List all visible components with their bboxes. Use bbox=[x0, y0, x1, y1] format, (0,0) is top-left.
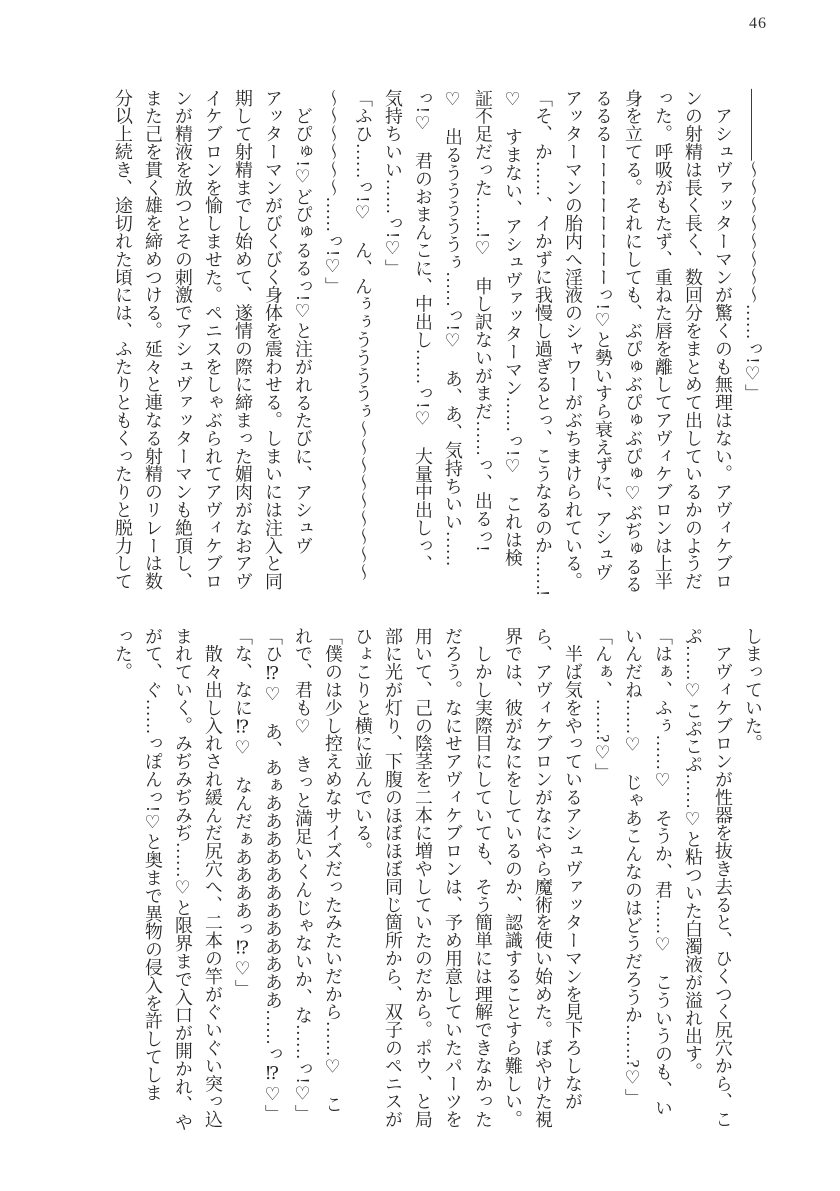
text-line: 「ひ⁉♡ あ、あぁああああああああああああ……っ⁉♡」 bbox=[263, 627, 283, 1123]
text-line: った。 bbox=[113, 627, 133, 681]
text-line: どぴゅ!♡どぴゅるるっ!♡と注がれるたびに、アシュヴ bbox=[293, 89, 313, 555]
text-line: 界では、彼がなにをしているのか、認識することすら難しい。 bbox=[503, 627, 523, 1129]
text-line: った。呼吸がもたず、重ねた唇を離してアヴィケブロンは上半 bbox=[653, 89, 673, 591]
text-line: れで、君も♡ きっと満足いくんじゃないか、な……っ!♡」 bbox=[293, 627, 313, 1123]
text-line: ぷ……♡こぷこぷ……♡と粘ついた白濁液が溢れ出す。 bbox=[683, 627, 703, 1081]
text-line: 「な、なに⁉♡ なんだぁああああっ⁉♡」 bbox=[233, 627, 253, 998]
text-line: っ!♡ 君のおまんこに、中出し……っ!♡ 大量中出しっ、 bbox=[413, 89, 433, 573]
text-line: ら、アヴィケブロンがなにやら魔術を使い始めた。ぼやけた視 bbox=[533, 627, 553, 1129]
text-line: 「んぁ、……?♡」 bbox=[593, 627, 613, 782]
text-line: 部に光が灯り、下腹のほぼほぼ同じ箇所から、双子のペニスが bbox=[383, 627, 403, 1129]
text-line: 期して射精までし始めて、遂情の際に締まった媚肉がなおアヴ bbox=[233, 89, 253, 591]
text-line: だろう。なにせアヴィケブロンは、予め用意していたパーツを bbox=[443, 627, 463, 1129]
text-line: イケブロンを愉しませた。ペニスをしゃぶられてアヴィケブロ bbox=[203, 89, 223, 591]
text-line: 「僕のは少し控えめなサイズだったみたいだから……♡ こ bbox=[323, 627, 343, 1114]
text-line: ひょこりと横に並んでいる。 bbox=[353, 627, 373, 860]
text-line: 証不足だった……!♡ 申し訳ないがまだ……っ、出るっ! bbox=[473, 89, 493, 552]
page-number: 46 bbox=[749, 15, 767, 32]
text-line: アッターマンの胎内へ淫液のシャワーがぶちまけられている。 bbox=[563, 89, 583, 591]
text-line: がて、ぐ……っぽんっ!♡と奥まで異物の侵入を許してしま bbox=[143, 627, 163, 1102]
text-line: いんだね……♡ じゃあこんなのはどうだろうか……?♡」 bbox=[623, 627, 643, 1107]
text-line: しまっていた。 bbox=[743, 627, 763, 753]
text-line: ――――〜〜〜〜〜〜〜〜……っ!♡」 bbox=[743, 89, 763, 403]
text-line: 分以上続き、途切れた頃には、ふたりともくったりと脱力して bbox=[113, 89, 133, 591]
text-block-top bbox=[108, 89, 768, 597]
text-line: 身を立てる。それにしても、ぶぴゅぶぴゅぶぴゅ♡ぶぢゅるる bbox=[623, 89, 643, 594]
text-line: ンが精液を放つとその刺激でアシュヴァッターマンも絶頂し、 bbox=[173, 89, 193, 591]
text-line: アッターマンがびくびく身体を震わせる。しまいには注入と同 bbox=[263, 89, 283, 591]
text-line: また己を貫く雄を締めつける。延々と連なる射精のリレーは数 bbox=[143, 89, 163, 591]
text-line: ♡ すまない、アシュヴァッターマン……っ!♡ これは検 bbox=[503, 89, 523, 567]
text-line: 半ば気をやっているアシュヴァッターマンを見下ろしなが bbox=[563, 627, 583, 1111]
text-line: 「はぁ、ふぅ……♡ そうか、君……♡ こういうのも、い bbox=[653, 627, 673, 1117]
text-line: まれていく。みぢみぢみぢ……♡と限界まで入口が開かれ、や bbox=[173, 627, 193, 1132]
text-line: 「ふひ……っ!♡ ん、んぅぅううううぅ〜〜〜〜〜〜〜〜〜 bbox=[353, 89, 373, 582]
text-line: 「そ、か……、イかずに我慢し過ぎるとっ、こうなるのか……! bbox=[533, 89, 553, 597]
text-line: るるるーーーーーーーーっ!♡と勢いすら衰えずに、アシュヴ bbox=[593, 89, 613, 582]
text-line: 〜〜〜〜〜〜……っ!♡」 bbox=[323, 89, 343, 295]
text-line: 散々出し入れされ緩んだ尻穴へ、二本の竿がぐいぐい突っ込 bbox=[203, 627, 223, 1129]
text-line: アヴィケブロンが性器を抜き去ると、ひくつく尻穴から、こ bbox=[713, 627, 733, 1129]
text-line: しかし実際目にしていても、そう簡単には理解できなかった bbox=[473, 627, 493, 1129]
text-block-bottom bbox=[108, 627, 768, 1131]
text-line: アシュヴァッターマンが驚くのも無理はない。アヴィケブロ bbox=[713, 89, 733, 591]
text-line: ♡ 出るうううううぅ……っ!♡ あ、あ、気持ちいい…… bbox=[443, 89, 463, 567]
text-line: ンの射精は長く長く、数回分をまとめて出しているかのようだ bbox=[683, 89, 703, 591]
text-line: 気持ちいい……っ!♡」 bbox=[383, 89, 403, 278]
text-line: 用いて、己の陰茎を二本に増やしていたのだから。ポウ、と局 bbox=[413, 627, 433, 1129]
